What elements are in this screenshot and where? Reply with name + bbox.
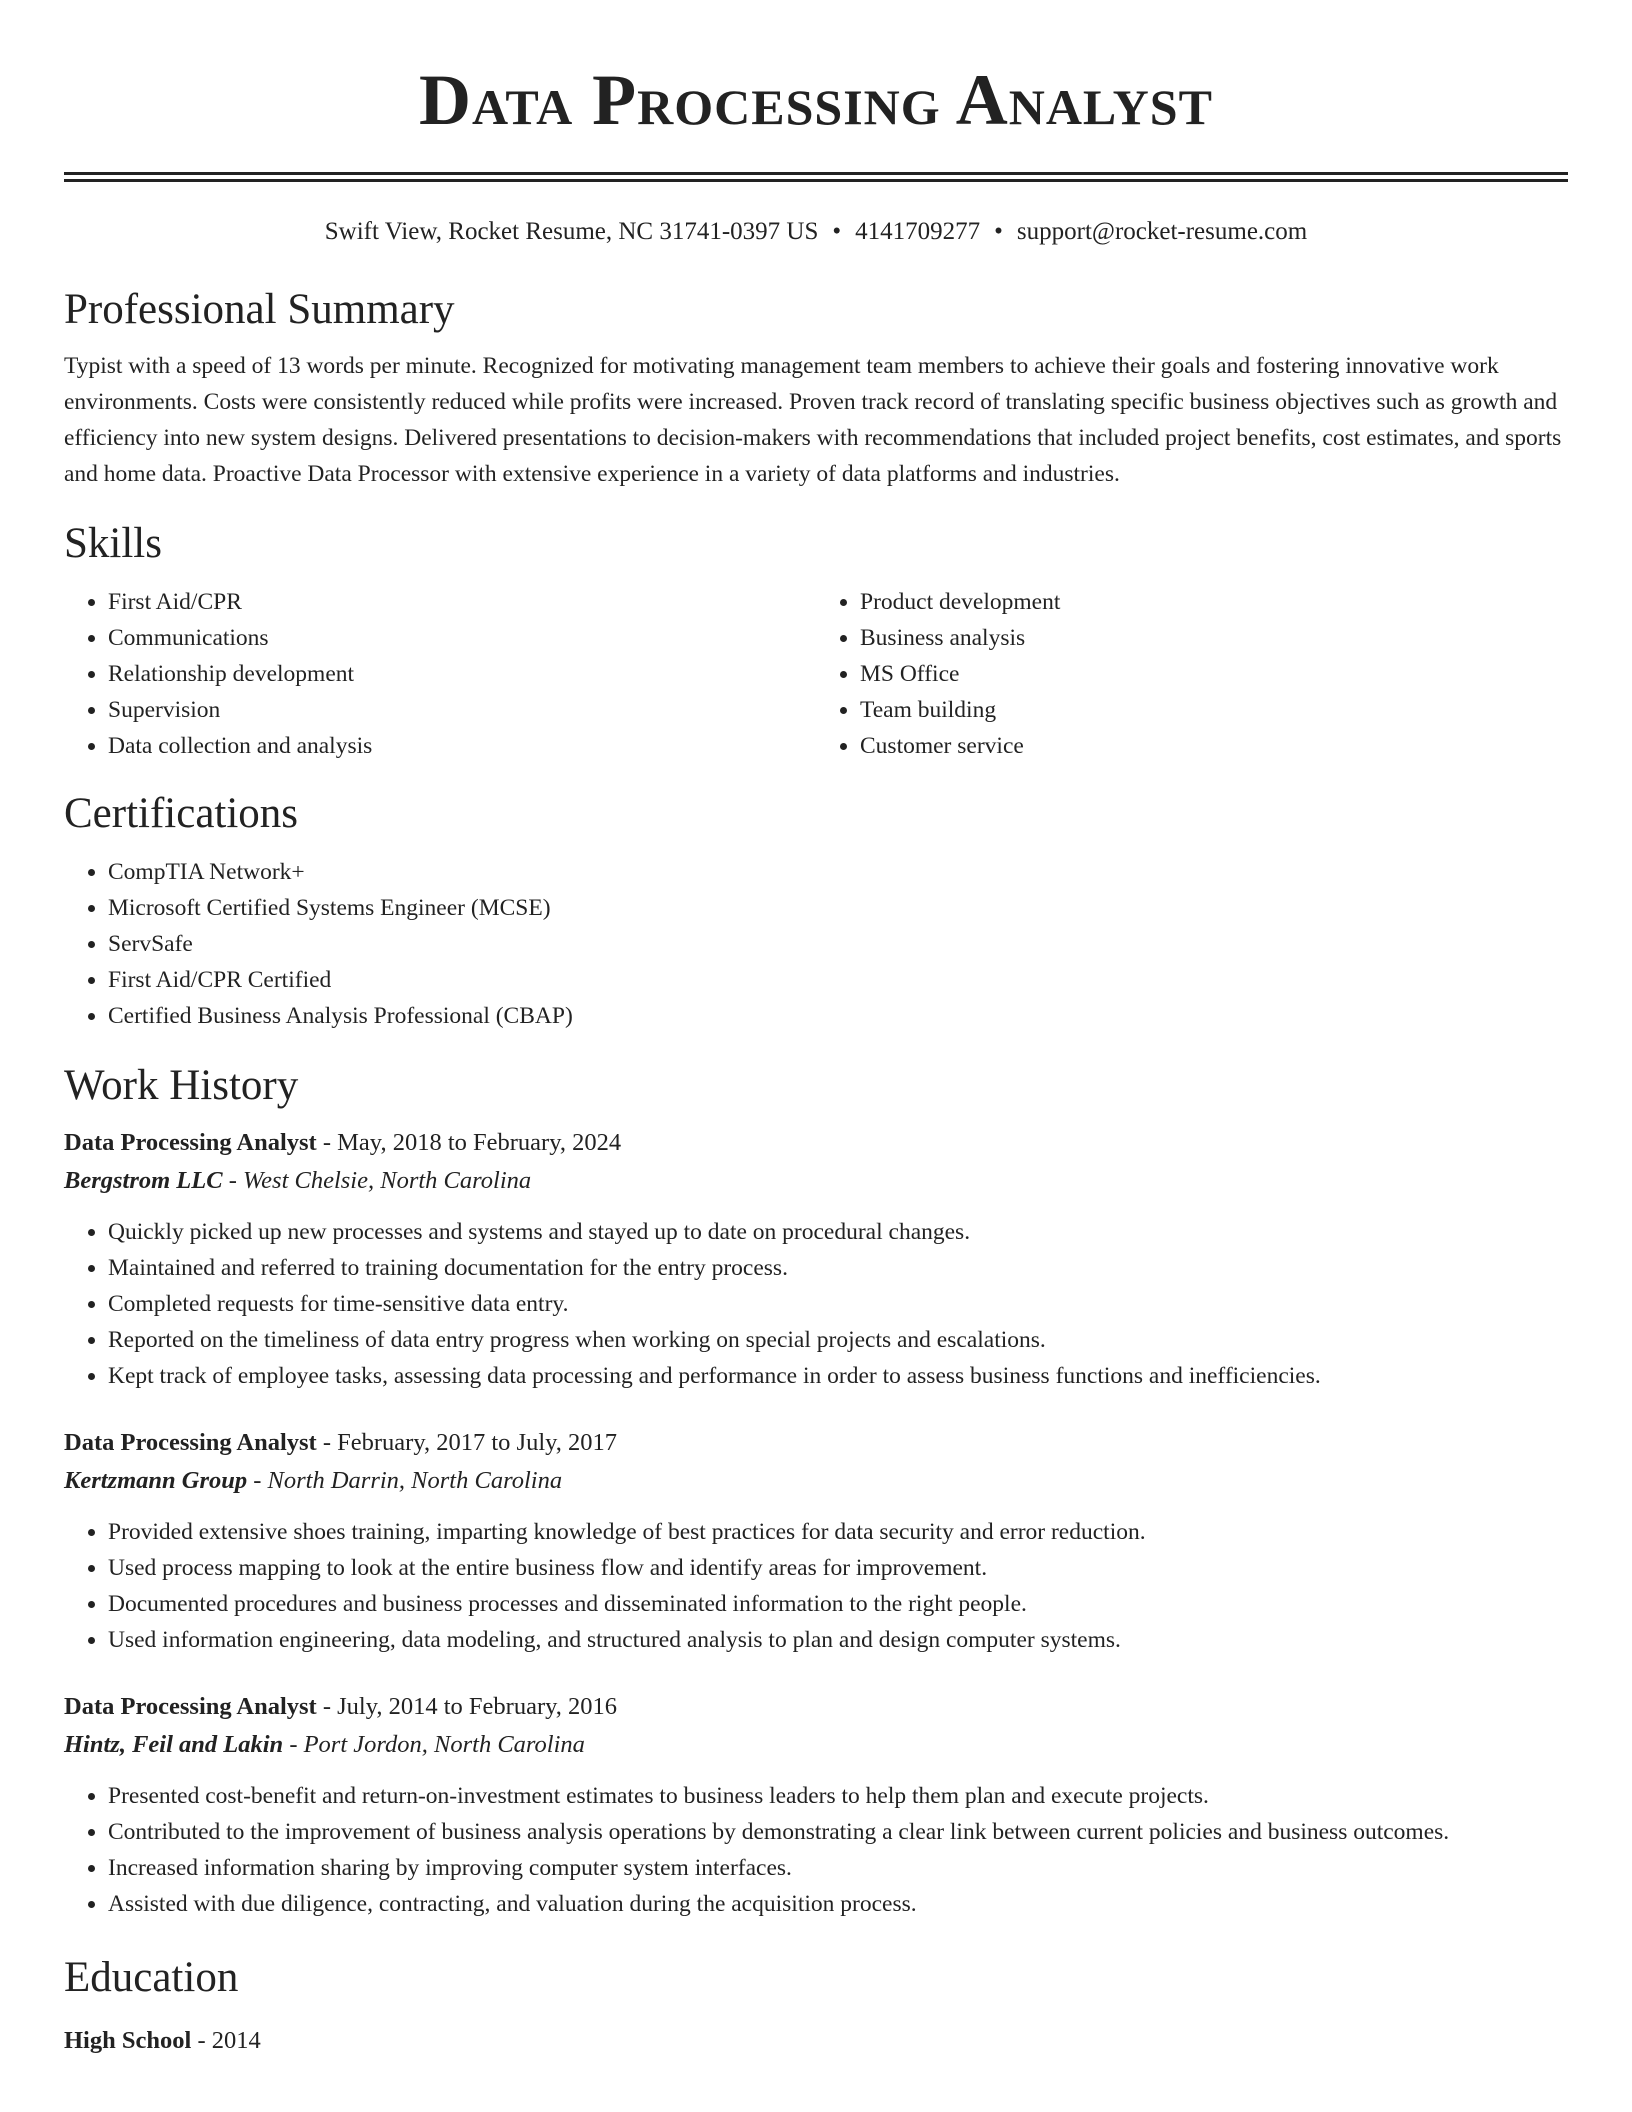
job-bullet: • Documented procedures and business processes and disseminated information to the right people. <box>108 1586 1568 1622</box>
work-history-section <box>64 1060 1568 1922</box>
skill-item: • Data collection and analysis <box>108 728 816 764</box>
certification-item: • Microsoft Certified Systems Engineer (MCSE) <box>108 890 1568 926</box>
contact-line <box>64 216 1568 248</box>
skill-item: • Product development <box>860 584 1568 620</box>
job-bullet: • Kept track of employee tasks, assessing data processing and performance in order to assess business functions and inefficiencies. <box>108 1358 1568 1394</box>
skill-item: • First Aid/CPR <box>108 584 816 620</box>
job-company-line <box>64 1162 1568 1200</box>
job-title: Data Processing Analyst <box>64 1693 317 1720</box>
job-bullet: • Used information engineering, data modeling, and structured analysis to plan and design computer systems. <box>108 1622 1568 1658</box>
contact-separator: • <box>994 218 1003 245</box>
contact-phone: 4141709277 <box>855 218 981 245</box>
job-title: Data Processing Analyst <box>64 1129 317 1156</box>
job-company: Kertzmann Group <box>64 1467 248 1494</box>
skill-item: • MS Office <box>860 656 1568 692</box>
contact-email: support@rocket-resume.com <box>1016 218 1308 245</box>
job-bullet: • Presented cost-benefit and return-on-investment estimates to business leaders to help them plan and execute projects. <box>108 1778 1568 1814</box>
skills-columns <box>64 584 1568 764</box>
job-entry <box>64 1124 1568 1394</box>
job-company-line <box>64 1726 1568 1764</box>
job-bullets <box>64 1778 1568 1922</box>
skill-item: • Business analysis <box>860 620 1568 656</box>
resume-name: Data Processing Analyst <box>419 60 1213 140</box>
job-company-line <box>64 1462 1568 1500</box>
education-year: - 2014 <box>191 2027 261 2054</box>
certifications-list <box>64 854 1568 1034</box>
job-entry <box>64 1688 1568 1922</box>
job-dates: - May, 2018 to February, 2024 <box>316 1129 622 1156</box>
job-title: Data Processing Analyst <box>64 1429 317 1456</box>
certifications-heading: Certifications <box>64 790 299 837</box>
contact-address: Swift View, Rocket Resume, NC 31741-0397 US <box>324 218 819 245</box>
skill-item: • Communications <box>108 620 816 656</box>
education-heading: Education <box>64 1954 239 2001</box>
job-bullet: • Provided extensive shoes training, imparting knowledge of best practices for data security and error reduction. <box>108 1514 1568 1550</box>
work-history-heading: Work History <box>64 1062 299 1109</box>
job-bullet: • Used process mapping to look at the entire business flow and identify areas for improvement. <box>108 1550 1568 1586</box>
job-dates: - February, 2017 to July, 2017 <box>316 1429 618 1456</box>
skill-item: • Customer service <box>860 728 1568 764</box>
job-location: - West Chelsie, North Carolina <box>222 1167 532 1194</box>
education-entry <box>64 2022 1568 2060</box>
job-bullet: • Contributed to the improvement of business analysis operations by demonstrating a clear link between current policies and business outcomes. <box>108 1814 1568 1850</box>
skills-left-list <box>64 584 816 764</box>
job-bullet: • Completed requests for time-sensitive data entry. <box>108 1286 1568 1322</box>
job-bullets <box>64 1214 1568 1394</box>
header-double-rule <box>64 172 1568 182</box>
job-entry <box>64 1424 1568 1658</box>
job-bullet: • Maintained and referred to training documentation for the entry process. <box>108 1250 1568 1286</box>
job-location: - North Darrin, North Carolina <box>247 1467 563 1494</box>
certification-item: • Certified Business Analysis Professional (CBAP) <box>108 998 1568 1034</box>
skills-section <box>64 518 1568 764</box>
skill-item: • Relationship development <box>108 656 816 692</box>
job-company: Hintz, Feil and Lakin <box>64 1731 284 1758</box>
contact-separator: • <box>832 218 842 245</box>
job-location: - Port Jordon, North Carolina <box>283 1731 585 1758</box>
certification-item: • First Aid/CPR Certified <box>108 962 1568 998</box>
job-bullet: • Quickly picked up new processes and systems and stayed up to date on procedural changes. <box>108 1214 1568 1250</box>
certifications-section <box>64 788 1568 1034</box>
skills-right-list <box>816 584 1568 764</box>
job-bullet: • Increased information sharing by improving computer system interfaces. <box>108 1850 1568 1886</box>
job-title-line <box>64 1124 1568 1162</box>
job-title-line <box>64 1424 1568 1462</box>
certification-item: • CompTIA Network+ <box>108 854 1568 890</box>
job-company: Bergstrom LLC <box>64 1167 223 1194</box>
job-bullets <box>64 1514 1568 1658</box>
job-bullet: • Assisted with due diligence, contracting, and valuation during the acquisition process. <box>108 1886 1568 1922</box>
job-bullet: • Reported on the timeliness of data entry progress when working on special projects and escalations. <box>108 1322 1568 1358</box>
skill-item: • Team building <box>860 692 1568 728</box>
skills-heading: Skills <box>64 520 162 567</box>
summary-heading: Professional Summary <box>64 286 455 333</box>
summary-text: Typist with a speed of 13 words per minute. Recognized for motivating management team members to achieve their goals and fostering innovative work environments. Costs were consistently reduced while profits were increased. Proven track record of translating specific business objectives such as growth and efficiency into new system designs. Delivered presentations to decision-makers with recommendations that included project benefits, cost estimates, and sports and home data. Proactive Data Processor with extensive experience in a variety of data platforms and industries. <box>64 353 1562 487</box>
education-section <box>64 1952 1568 2060</box>
summary-section <box>64 284 1568 492</box>
skill-item: • Supervision <box>108 692 816 728</box>
job-title-line <box>64 1688 1568 1726</box>
job-dates: - July, 2014 to February, 2016 <box>316 1693 618 1720</box>
certification-item: • ServSafe <box>108 926 1568 962</box>
education-degree: High School <box>64 2027 192 2054</box>
